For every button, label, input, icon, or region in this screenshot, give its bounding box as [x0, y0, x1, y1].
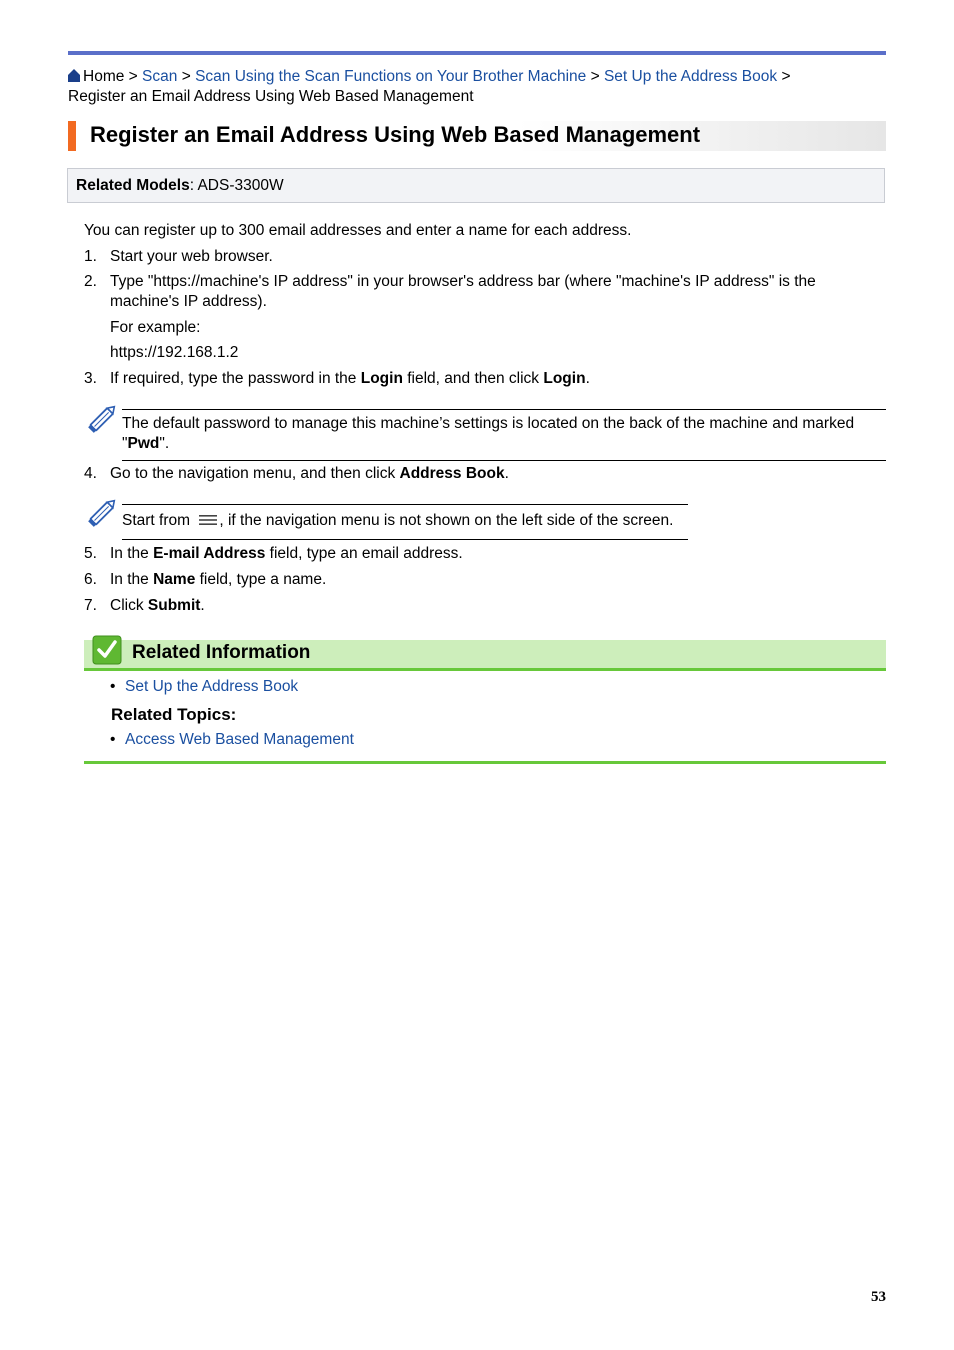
step-text: Click Submit.	[110, 597, 205, 614]
related-models-value: : ADS-3300W	[189, 177, 284, 194]
step-number: 1.	[84, 248, 97, 265]
checkmark-icon	[92, 635, 122, 665]
step-number: 4.	[84, 465, 97, 482]
hamburger-menu-icon	[199, 514, 217, 526]
note-default-password: The default password to manage this machine’s settings is located on the back of the machine and marked "Pwd".	[122, 409, 886, 461]
related-topics-label: Related Topics:	[111, 705, 237, 724]
list-item: • Access Web Based Management	[110, 731, 354, 748]
page-title-bar	[68, 121, 886, 151]
related-information-title: Related Information	[132, 642, 311, 663]
home-icon	[68, 69, 80, 82]
related-models-box	[67, 168, 885, 203]
step-text: If required, type the password in the Login field, and then click Login.	[110, 370, 590, 387]
step-text: In the Name field, type a name.	[110, 571, 327, 588]
step-text: Go to the navigation menu, and then click Address Book.	[110, 465, 509, 482]
list-item: • Set Up the Address Book	[110, 678, 299, 695]
related-models-label: Related Models	[76, 177, 190, 194]
step-text-cont: machine's IP address).	[110, 293, 267, 310]
page-number: 53	[871, 1289, 886, 1305]
pencil-note-icon	[86, 496, 120, 528]
step-number: 2.	[84, 273, 97, 290]
step-number: 7.	[84, 597, 97, 614]
related-information-header	[84, 640, 886, 671]
step-text: In the E-mail Address field, type an email address.	[110, 545, 463, 562]
step-text: Type "https://machine's IP address" in your browser's address bar (where "machine's IP address" is the	[110, 273, 816, 290]
breadcrumb: Home > Scan > Scan Using the Scan Functions on Your Brother Machine > Set Up the Address Book > Register an Email Address Using Web Based Management	[68, 68, 791, 105]
related-information-bottom-rule	[84, 761, 886, 764]
title-accent-bar	[68, 121, 76, 151]
intro-text: You can register up to 300 email addresses and enter a name for each address.	[84, 222, 632, 239]
step-number: 3.	[84, 370, 97, 387]
step-text: Start your web browser.	[110, 248, 273, 265]
page-title: Register an Email Address Using Web Based Management	[90, 122, 701, 147]
breadcrumb-link-scan[interactable]: Scan	[142, 68, 178, 85]
breadcrumb-link-address-book[interactable]: Set Up the Address Book	[603, 68, 778, 85]
step-number: 5.	[84, 545, 97, 562]
note-navigation-menu: Start from , if the navigation menu is not shown on the left side of the screen.	[122, 504, 688, 540]
example-label: For example:	[110, 319, 201, 336]
link-set-up-address-book[interactable]: Set Up the Address Book	[125, 678, 299, 695]
breadcrumb-current: Register an Email Address Using Web Based Management	[68, 88, 474, 105]
breadcrumb-link-scan-functions[interactable]: Scan Using the Scan Functions on Your Brother Machine	[195, 68, 587, 85]
pencil-note-icon	[86, 402, 120, 434]
breadcrumb-home: Home	[83, 68, 125, 85]
example-url: https://192.168.1.2	[110, 344, 239, 361]
step-number: 6.	[84, 571, 97, 588]
link-access-web-based-management[interactable]: Access Web Based Management	[125, 731, 354, 748]
top-rule	[68, 51, 886, 55]
